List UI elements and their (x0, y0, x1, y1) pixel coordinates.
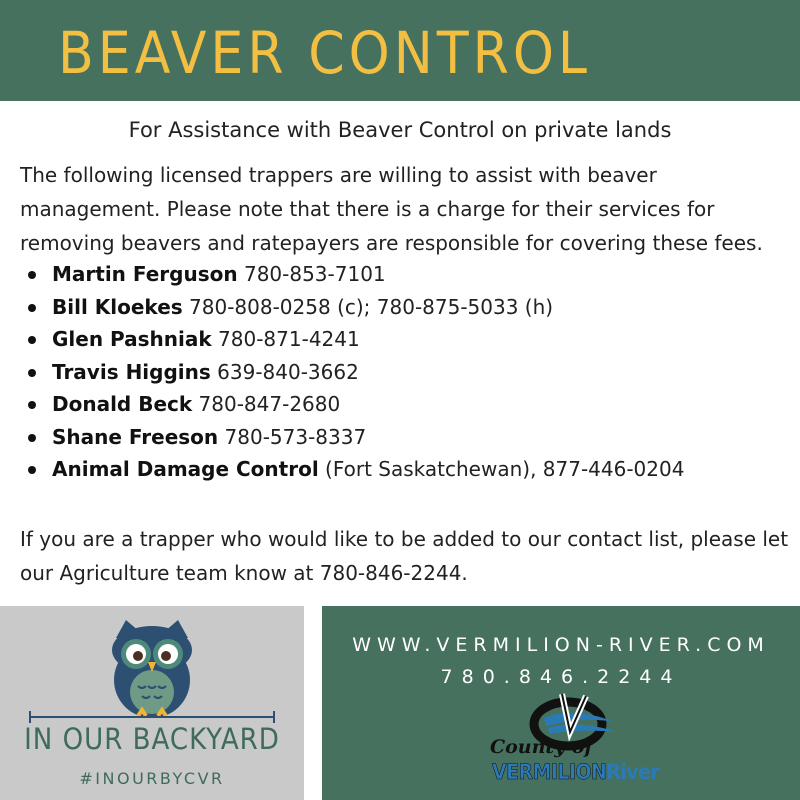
list-item (24, 323, 684, 356)
trapper-contact: 780-853-7101 (237, 262, 386, 286)
trapper-name: Donald Beck (52, 392, 193, 416)
website-url[interactable]: WWW.VERMILION-RIVER.COM (352, 634, 770, 656)
list-item (24, 258, 684, 291)
trapper-contact: (Fort Saskatchewan), 877-446-0204 (318, 457, 685, 481)
page-title: BEAVER CONTROL (58, 19, 591, 87)
header-banner (0, 0, 800, 101)
trapper-name: Travis Higgins (52, 359, 211, 384)
logo-county-text: County of (490, 736, 593, 758)
list-item (24, 388, 684, 421)
trapper-contact: 780-871-4241 (211, 327, 360, 351)
logo-vermilion-text: VERMILION (492, 760, 607, 784)
logo-name (492, 760, 659, 784)
trapper-name: Bill Kloekes (52, 294, 183, 319)
trapper-name: Glen Pashniak (52, 327, 212, 351)
phone-number: 780.846.2244 (440, 666, 682, 688)
trapper-name: Shane Freeson (52, 424, 219, 449)
county-logo (482, 692, 682, 796)
trapper-list (24, 258, 684, 486)
subtitle: For Assistance with Beaver Control on private lands (128, 118, 672, 142)
bullet-icon (28, 336, 36, 344)
in-our-backyard-title: IN OUR BACKYARD (24, 722, 280, 756)
list-item (24, 421, 684, 454)
bullet-icon (28, 466, 36, 474)
contact-panel (322, 606, 800, 800)
bullet-icon (28, 434, 36, 442)
trapper-name: Martin Ferguson (52, 262, 238, 286)
bullet-icon (28, 304, 36, 312)
hashtag: #INOURBYCVR (79, 769, 225, 788)
list-item (24, 291, 684, 324)
outro-paragraph: If you are a trapper who would like to be added to our contact list, please let our Agriculture team know at 780-846-2244. (20, 527, 789, 585)
trapper-contact: 780-847-2680 (192, 392, 341, 416)
trapper-contact: 780-573-8337 (218, 424, 367, 449)
trapper-contact: 639-840-3662 (210, 359, 359, 384)
trapper-name: Animal Damage Control (52, 457, 319, 481)
owl-icon (100, 616, 204, 720)
in-our-backyard-panel (0, 606, 304, 800)
bullet-icon (28, 369, 36, 377)
intro-paragraph: The following licensed trappers are willing to assist with beaver management. Please note that there is a charge for their services for removing beavers and ratepayers are responsible for covering these fees. (20, 163, 763, 255)
bullet-icon (28, 271, 36, 279)
bullet-icon (28, 401, 36, 409)
list-item (24, 356, 684, 389)
list-item (24, 453, 684, 486)
trapper-contact: 780-808-0258 (c); 780-875-5033 (h) (182, 294, 554, 319)
logo-river-text: River (606, 760, 660, 784)
